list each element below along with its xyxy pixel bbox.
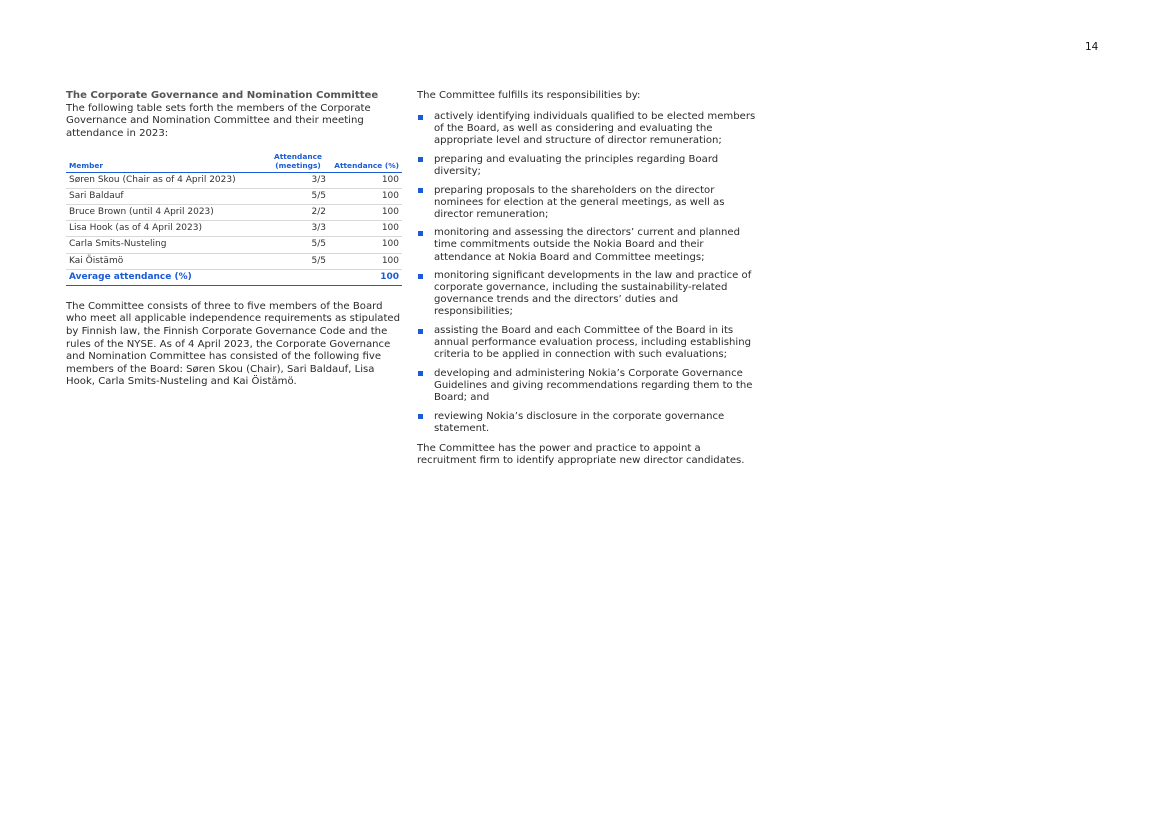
list-item-text: preparing and evaluating the principles regarding Board diversity; bbox=[434, 153, 719, 177]
cell-meetings: 2/2 bbox=[267, 204, 326, 220]
cell-meetings: 5/5 bbox=[267, 188, 326, 204]
cell-percent: 100 bbox=[326, 221, 402, 237]
square-bullet-icon bbox=[418, 115, 423, 120]
attendance-table bbox=[66, 153, 402, 286]
left-column bbox=[66, 90, 402, 389]
cell-member: Lisa Hook (as of 4 April 2023) bbox=[66, 221, 267, 237]
cell-meetings: 5/5 bbox=[267, 237, 326, 253]
cell-percent: 100 bbox=[326, 253, 402, 269]
cell-meetings: 3/3 bbox=[267, 172, 326, 188]
page-number: 14 bbox=[1085, 41, 1099, 53]
list-item bbox=[417, 185, 757, 221]
list-item bbox=[417, 411, 757, 435]
responsibilities-intro: The Committee fulfills its responsibilities by: bbox=[417, 90, 641, 101]
cell-member: Søren Skou (Chair as of 4 April 2023) bbox=[66, 172, 267, 188]
header-member: Member bbox=[66, 153, 267, 172]
list-item bbox=[417, 227, 757, 263]
header-meetings-label: Attendance (meetings) bbox=[274, 152, 322, 170]
average-row bbox=[66, 269, 402, 285]
cell-percent: 100 bbox=[326, 204, 402, 220]
square-bullet-icon bbox=[418, 231, 423, 236]
cell-percent: 100 bbox=[326, 188, 402, 204]
list-item bbox=[417, 368, 757, 404]
square-bullet-icon bbox=[418, 188, 423, 193]
cell-member: Sari Baldauf bbox=[66, 188, 267, 204]
committee-composition-paragraph: The Committee consists of three to five members of the Board who meet all applicable independence requirements as stipulated by Finnish law, the Finnish Corporate Governance Code and the rules of the NYSE. As of 4 April 2023, the Corporate Governance and Nomination Committee has consisted of the following five members of the Board: Søren Skou (Chair), Sari Baldauf, Lisa Hook, Carla Smits-Nusteling and Kai Öistämö. bbox=[66, 300, 401, 388]
table-row bbox=[66, 221, 402, 237]
cell-member: Kai Öistämö bbox=[66, 253, 267, 269]
cell-member: Carla Smits-Nusteling bbox=[66, 237, 267, 253]
header-meetings bbox=[267, 153, 326, 172]
responsibilities-list bbox=[417, 111, 757, 435]
list-item-text: monitoring and assessing the directors’ current and planned time commitments outside the Nokia Board and their attendance at Nokia Board and Committee meetings; bbox=[434, 227, 741, 263]
square-bullet-icon bbox=[418, 274, 423, 279]
cell-meetings: 5/5 bbox=[267, 253, 326, 269]
list-item-text: reviewing Nokia’s disclosure in the corporate governance statement. bbox=[434, 410, 725, 434]
cell-member: Bruce Brown (until 4 April 2023) bbox=[66, 204, 267, 220]
cell-meetings: 3/3 bbox=[267, 221, 326, 237]
square-bullet-icon bbox=[418, 329, 423, 334]
average-value: 100 bbox=[326, 269, 402, 285]
table-row bbox=[66, 237, 402, 253]
list-item-text: preparing proposals to the shareholders on the director nominees for election at the general meetings, as well as director remuneration; bbox=[434, 184, 725, 220]
table-row bbox=[66, 204, 402, 220]
square-bullet-icon bbox=[418, 414, 423, 419]
cell-percent: 100 bbox=[326, 237, 402, 253]
square-bullet-icon bbox=[418, 371, 423, 376]
section-title: The Corporate Governance and Nomination Committee bbox=[66, 90, 379, 101]
list-item-text: developing and administering Nokia’s Corporate Governance Guidelines and giving recommendations regarding them to the Board; and bbox=[434, 367, 753, 403]
list-item-text: monitoring significant developments in the law and practice of corporate governance, including the sustainability-related governance trends and the directors’ duties and responsibilities; bbox=[434, 270, 752, 318]
list-item bbox=[417, 270, 757, 318]
list-item bbox=[417, 111, 757, 147]
average-label: Average attendance (%) bbox=[66, 269, 326, 285]
list-item bbox=[417, 154, 757, 178]
square-bullet-icon bbox=[418, 157, 423, 162]
list-item bbox=[417, 325, 757, 361]
table-row bbox=[66, 188, 402, 204]
list-item-text: actively identifying individuals qualified to be elected members of the Board, as well as considering and evaluating the appropriate level and structure of director remuneration; bbox=[434, 111, 756, 147]
intro-paragraph: The following table sets forth the members of the Corporate Governance and Nomination Committee and their meeting attendance in 2023: bbox=[66, 102, 371, 139]
right-column bbox=[417, 90, 757, 467]
table-row bbox=[66, 172, 402, 188]
closing-paragraph: The Committee has the power and practice to appoint a recruitment firm to identify appropriate new director candidates. bbox=[417, 442, 745, 466]
list-item-text: assisting the Board and each Committee of the Board in its annual performance evaluation process, including establishing criteria to be applied in connection with such evaluations; bbox=[434, 325, 752, 361]
cell-percent: 100 bbox=[326, 172, 402, 188]
header-percent: Attendance (%) bbox=[326, 153, 402, 172]
table-header-row bbox=[66, 153, 402, 172]
table-row bbox=[66, 253, 402, 269]
